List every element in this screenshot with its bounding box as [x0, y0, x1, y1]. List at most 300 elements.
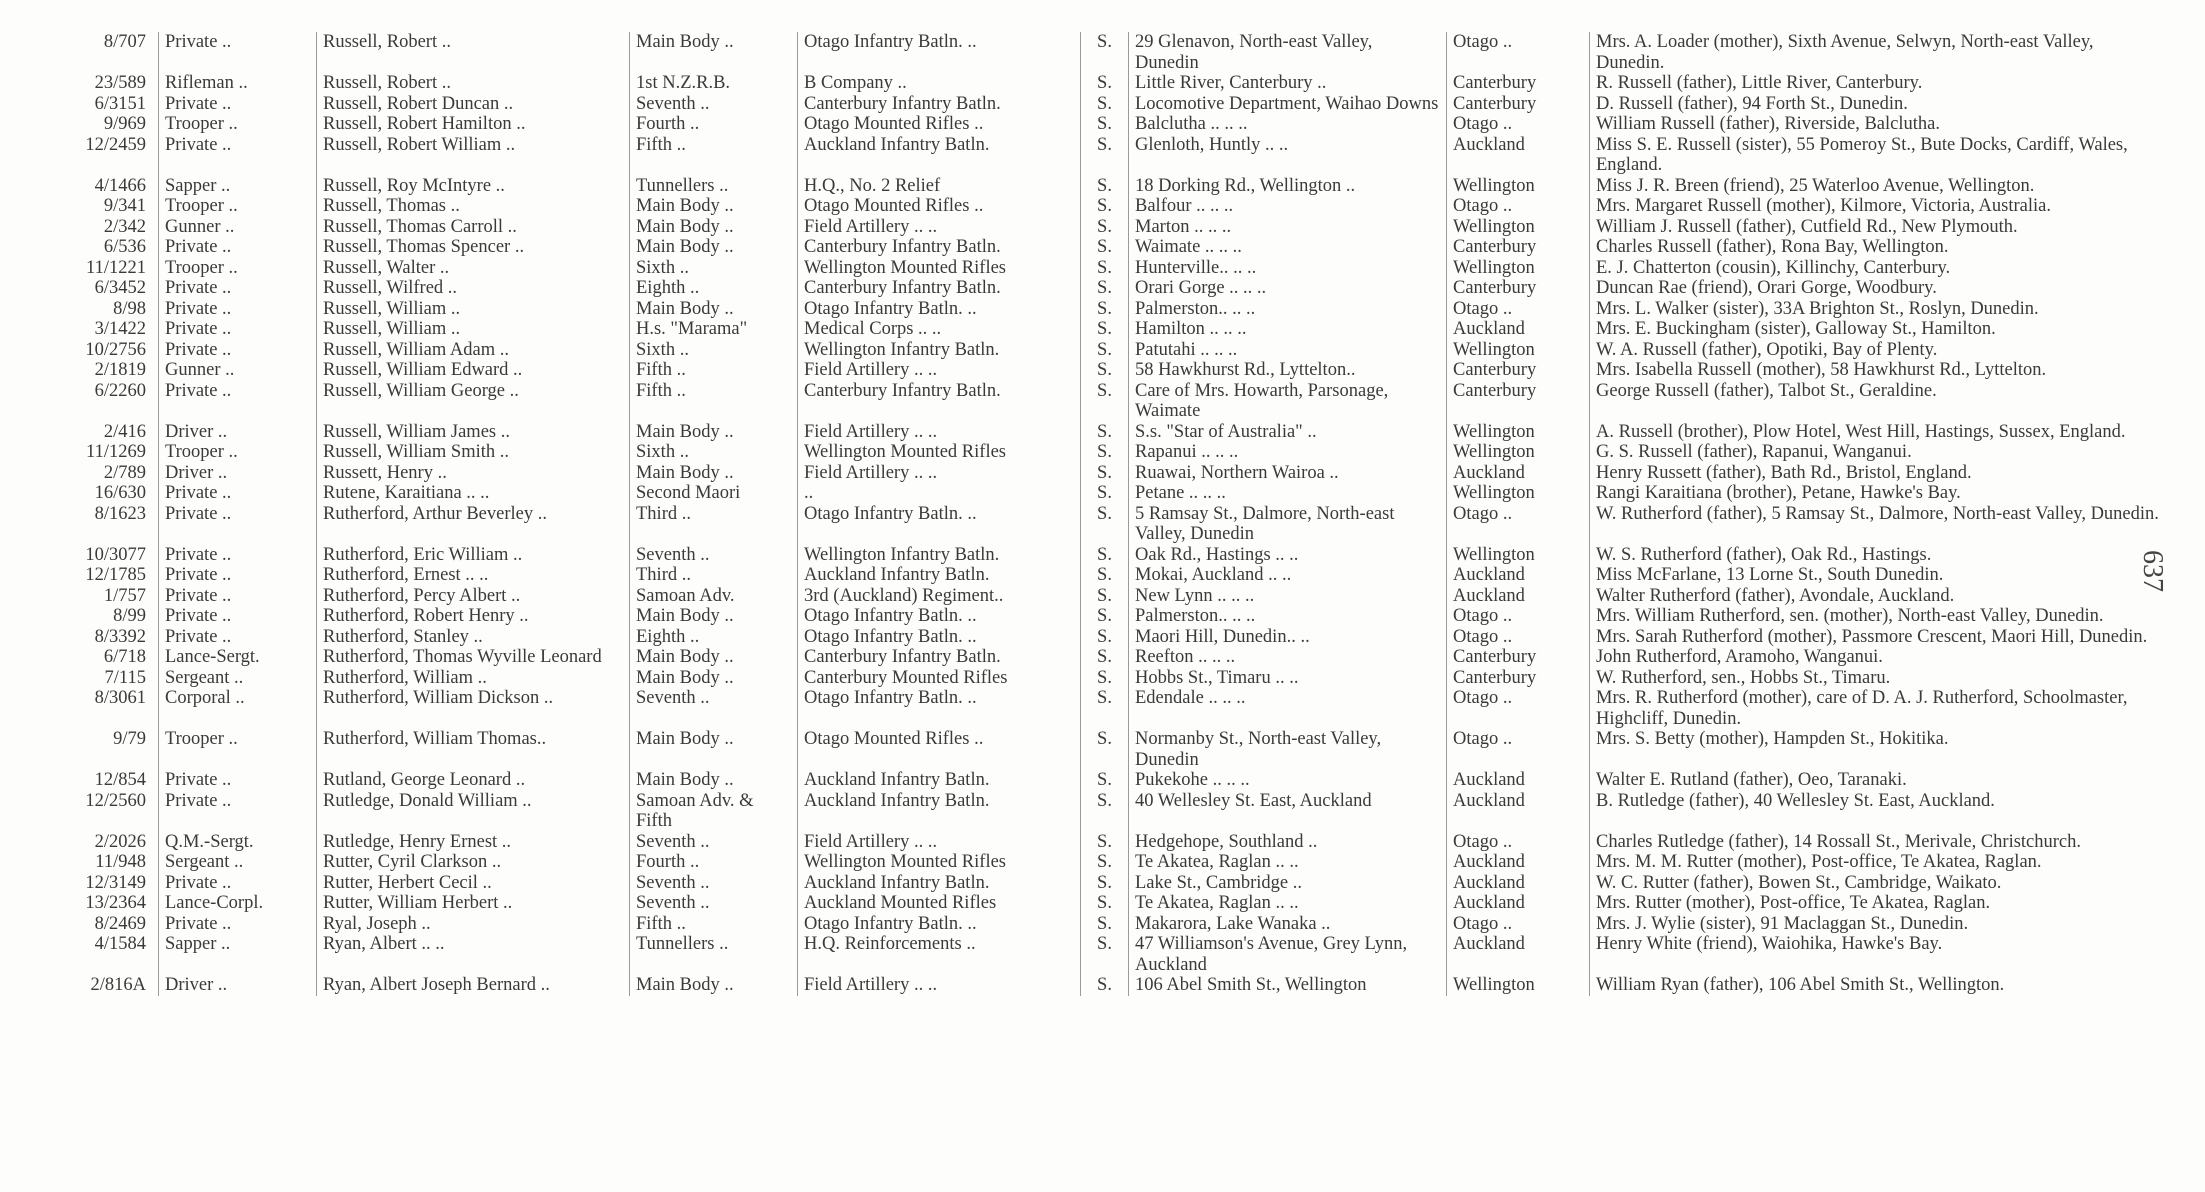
soldier-name-cell: Rutherford, Arthur Beverley ..: [317, 504, 630, 545]
rank-cell: Gunner ..: [159, 217, 317, 238]
rank-cell: Trooper ..: [159, 258, 317, 279]
soldier-name-cell: Rutherford, William ..: [317, 668, 630, 689]
district-cell: Otago ..: [1447, 504, 1590, 545]
embarkation-unit-cell: Fifth ..: [630, 135, 798, 176]
battalion-cell: Canterbury Infantry Batln.: [798, 94, 1081, 115]
table-row: [45, 934, 2172, 975]
next-of-kin-cell: E. J. Chatterton (cousin), Killinchy, Canterbury.: [1590, 258, 2173, 279]
last-address-cell: Hedgehope, Southland ..: [1129, 832, 1447, 853]
district-cell: Auckland: [1447, 934, 1590, 975]
rank-cell: Gunner ..: [159, 360, 317, 381]
soldier-name-cell: Russell, William Smith ..: [317, 442, 630, 463]
soldier-name-cell: Rutherford, Stanley ..: [317, 627, 630, 648]
table-row: [45, 586, 2172, 607]
next-of-kin-cell: B. Rutledge (father), 40 Wellesley St. East, Auckland.: [1590, 791, 2173, 832]
regimental-number-cell: 12/2459: [85, 134, 146, 155]
marital-status-cell: S.: [1081, 668, 1129, 689]
table-row: [45, 340, 2172, 361]
last-address-cell: 58 Hawkhurst Rd., Lyttelton..: [1129, 360, 1447, 381]
soldier-name-cell: Rutherford, William Thomas..: [317, 729, 630, 770]
soldier-name-cell: Russell, Walter ..: [317, 258, 630, 279]
next-of-kin-cell: Mrs. Isabella Russell (mother), 58 Hawkhurst Rd., Lyttelton.: [1590, 360, 2173, 381]
district-cell: Canterbury: [1447, 360, 1590, 381]
last-address-cell: Pukekohe .. .. ..: [1129, 770, 1447, 791]
embarkation-unit-cell: Main Body ..: [630, 299, 798, 320]
district-cell: Otago ..: [1447, 32, 1590, 73]
soldier-name-cell: Russell, William ..: [317, 299, 630, 320]
last-address-cell: Petane .. .. ..: [1129, 483, 1447, 504]
embarkation-unit-cell: Main Body ..: [630, 975, 798, 996]
regimental-number-cell: 6/3151: [94, 93, 146, 114]
marital-status-cell: S.: [1081, 934, 1129, 975]
last-address-cell: Palmerston.. .. ..: [1129, 299, 1447, 320]
next-of-kin-cell: W. C. Rutter (father), Bowen St., Cambridge, Waikato.: [1590, 873, 2173, 894]
rank-cell: Q.M.-Sergt.: [159, 832, 317, 853]
last-address-cell: New Lynn .. .. ..: [1129, 586, 1447, 607]
table-row: [45, 545, 2172, 566]
embarkation-unit-cell: Fourth ..: [630, 852, 798, 873]
soldier-name-cell: Russell, Thomas Spencer ..: [317, 237, 630, 258]
battalion-cell: Canterbury Infantry Batln.: [798, 237, 1081, 258]
table-row: [45, 94, 2172, 115]
next-of-kin-cell: Mrs. M. M. Rutter (mother), Post-office, Te Akatea, Raglan.: [1590, 852, 2173, 873]
embarkation-unit-cell: 1st N.Z.R.B.: [630, 73, 798, 94]
soldier-name-cell: Rutledge, Henry Ernest ..: [317, 832, 630, 853]
marital-status-cell: S.: [1081, 463, 1129, 484]
battalion-cell: Otago Infantry Batln. ..: [798, 299, 1081, 320]
roll-body: [45, 32, 2172, 996]
regimental-number-cell: 9/341: [103, 196, 146, 216]
district-cell: Otago ..: [1447, 114, 1590, 135]
embarkation-unit-cell: Seventh ..: [630, 94, 798, 115]
regimental-number-cell: 7/115: [104, 667, 146, 688]
marital-status-cell: S.: [1081, 196, 1129, 217]
table-row: [45, 114, 2172, 135]
last-address-cell: Te Akatea, Raglan .. ..: [1129, 852, 1447, 873]
regimental-number-cell: 10/2756: [85, 339, 146, 360]
regimental-number-cell: 12/3149: [85, 872, 146, 893]
regimental-number-cell: 9/969: [103, 114, 146, 134]
rank-cell: Private ..: [159, 770, 317, 791]
regimental-number-cell: 4/1466: [94, 175, 146, 196]
marital-status-cell: S.: [1081, 237, 1129, 258]
district-cell: Canterbury: [1447, 381, 1590, 422]
next-of-kin-cell: Henry White (friend), Waiohika, Hawke's Bay.: [1590, 934, 2173, 975]
table-row: [45, 463, 2172, 484]
regimental-number-cell: 23/589: [94, 73, 146, 93]
district-cell: Otago ..: [1447, 832, 1590, 853]
last-address-cell: Hobbs St., Timaru .. ..: [1129, 668, 1447, 689]
soldier-name-cell: Rutter, Herbert Cecil ..: [317, 873, 630, 894]
marital-status-cell: S.: [1081, 278, 1129, 299]
soldier-name-cell: Rutledge, Donald William ..: [317, 791, 630, 832]
last-address-cell: 29 Glenavon, North-east Valley, Dunedin: [1129, 32, 1447, 73]
battalion-cell: Field Artillery .. ..: [798, 975, 1081, 996]
next-of-kin-cell: Mrs. E. Buckingham (sister), Galloway St., Hamilton.: [1590, 319, 2173, 340]
table-row: [45, 975, 2172, 996]
nominal-roll-table: [45, 32, 2172, 996]
table-row: [45, 360, 2172, 381]
rank-cell: Private ..: [159, 504, 317, 545]
table-row: [45, 873, 2172, 894]
battalion-cell: Field Artillery .. ..: [798, 463, 1081, 484]
table-row: [45, 832, 2172, 853]
last-address-cell: 18 Dorking Rd., Wellington ..: [1129, 176, 1447, 197]
embarkation-unit-cell: Sixth ..: [630, 340, 798, 361]
table-row: [45, 565, 2172, 586]
marital-status-cell: S.: [1081, 176, 1129, 197]
marital-status-cell: S.: [1081, 504, 1129, 545]
regimental-number-cell: 11/1221: [86, 257, 146, 278]
next-of-kin-cell: Walter E. Rutland (father), Oeo, Taranaki.: [1590, 770, 2173, 791]
embarkation-unit-cell: Seventh ..: [630, 873, 798, 894]
rank-cell: Lance-Corpl.: [159, 893, 317, 914]
marital-status-cell: S.: [1081, 565, 1129, 586]
district-cell: Auckland: [1447, 770, 1590, 791]
table-row: [45, 770, 2172, 791]
district-cell: Auckland: [1447, 852, 1590, 873]
next-of-kin-cell: Charles Rutledge (father), 14 Rossall St., Merivale, Christchurch.: [1590, 832, 2173, 853]
soldier-name-cell: Russell, William George ..: [317, 381, 630, 422]
district-cell: Canterbury: [1447, 278, 1590, 299]
embarkation-unit-cell: Seventh ..: [630, 832, 798, 853]
district-cell: Wellington: [1447, 483, 1590, 504]
last-address-cell: Rapanui .. .. ..: [1129, 442, 1447, 463]
regimental-number-cell: 2/342: [103, 216, 146, 237]
district-cell: Wellington: [1447, 340, 1590, 361]
rank-cell: Sapper ..: [159, 934, 317, 975]
table-row: [45, 258, 2172, 279]
regimental-number-cell: 8/1623: [94, 503, 146, 524]
page-number: 637: [2137, 550, 2168, 592]
battalion-cell: Wellington Infantry Batln.: [798, 545, 1081, 566]
last-address-cell: Ruawai, Northern Wairoa ..: [1129, 463, 1447, 484]
table-row: [45, 688, 2172, 729]
marital-status-cell: S.: [1081, 381, 1129, 422]
soldier-name-cell: Ryan, Albert .. ..: [317, 934, 630, 975]
district-cell: Otago ..: [1447, 627, 1590, 648]
district-cell: Wellington: [1447, 442, 1590, 463]
marital-status-cell: S.: [1081, 586, 1129, 607]
table-row: [45, 278, 2172, 299]
last-address-cell: Orari Gorge .. .. ..: [1129, 278, 1447, 299]
last-address-cell: Hamilton .. .. ..: [1129, 319, 1447, 340]
district-cell: Auckland: [1447, 791, 1590, 832]
battalion-cell: Auckland Infantry Batln.: [798, 565, 1081, 586]
soldier-name-cell: Rutter, Cyril Clarkson ..: [317, 852, 630, 873]
table-row: [45, 647, 2172, 668]
district-cell: Otago ..: [1447, 914, 1590, 935]
regimental-number-cell: 4/1584: [94, 934, 146, 954]
next-of-kin-cell: Mrs. L. Walker (sister), 33A Brighton St., Roslyn, Dunedin.: [1590, 299, 2173, 320]
district-cell: Otago ..: [1447, 688, 1590, 729]
soldier-name-cell: Russell, William Adam ..: [317, 340, 630, 361]
next-of-kin-cell: Miss J. R. Breen (friend), 25 Waterloo Avenue, Wellington.: [1590, 176, 2173, 197]
battalion-cell: Canterbury Infantry Batln.: [798, 647, 1081, 668]
district-cell: Canterbury: [1447, 237, 1590, 258]
rank-cell: Private ..: [159, 278, 317, 299]
embarkation-unit-cell: Main Body ..: [630, 606, 798, 627]
embarkation-unit-cell: Sixth ..: [630, 258, 798, 279]
next-of-kin-cell: G. S. Russell (father), Rapanui, Wanganui.: [1590, 442, 2173, 463]
district-cell: Wellington: [1447, 545, 1590, 566]
embarkation-unit-cell: Third ..: [630, 504, 798, 545]
battalion-cell: Wellington Mounted Rifles: [798, 442, 1081, 463]
soldier-name-cell: Rutene, Karaitiana .. ..: [317, 483, 630, 504]
embarkation-unit-cell: Tunnellers ..: [630, 934, 798, 975]
table-row: [45, 32, 2172, 73]
embarkation-unit-cell: Eighth ..: [630, 278, 798, 299]
soldier-name-cell: Russell, William James ..: [317, 422, 630, 443]
soldier-name-cell: Russell, Thomas Carroll ..: [317, 217, 630, 238]
embarkation-unit-cell: Samoan Adv.: [630, 586, 798, 607]
marital-status-cell: S.: [1081, 94, 1129, 115]
last-address-cell: Care of Mrs. Howarth, Parsonage, Waimate: [1129, 381, 1447, 422]
rank-cell: Corporal ..: [159, 688, 317, 729]
last-address-cell: 47 Williamson's Avenue, Grey Lynn, Auckland: [1129, 934, 1447, 975]
soldier-name-cell: Ryal, Joseph ..: [317, 914, 630, 935]
regimental-number-cell: 8/3392: [94, 626, 146, 647]
soldier-name-cell: Russell, Robert William ..: [317, 135, 630, 176]
embarkation-unit-cell: Fifth ..: [630, 914, 798, 935]
last-address-cell: Marton .. .. ..: [1129, 217, 1447, 238]
table-row: [45, 176, 2172, 197]
marital-status-cell: S.: [1081, 852, 1129, 873]
next-of-kin-cell: William Ryan (father), 106 Abel Smith St., Wellington.: [1590, 975, 2173, 996]
district-cell: Auckland: [1447, 135, 1590, 176]
regimental-number-cell: 8/99: [113, 606, 146, 626]
next-of-kin-cell: Miss S. E. Russell (sister), 55 Pomeroy St., Bute Docks, Cardiff, Wales, England.: [1590, 135, 2173, 176]
embarkation-unit-cell: Main Body ..: [630, 32, 798, 73]
next-of-kin-cell: R. Russell (father), Little River, Canterbury.: [1590, 73, 2173, 94]
last-address-cell: Mokai, Auckland .. ..: [1129, 565, 1447, 586]
battalion-cell: H.Q. Reinforcements ..: [798, 934, 1081, 975]
soldier-name-cell: Rutherford, Robert Henry ..: [317, 606, 630, 627]
marital-status-cell: S.: [1081, 688, 1129, 729]
marital-status-cell: S.: [1081, 319, 1129, 340]
rank-cell: Sapper ..: [159, 176, 317, 197]
embarkation-unit-cell: Eighth ..: [630, 627, 798, 648]
rank-cell: Driver ..: [159, 463, 317, 484]
battalion-cell: ..: [798, 483, 1081, 504]
next-of-kin-cell: Mrs. Sarah Rutherford (mother), Passmore Crescent, Maori Hill, Dunedin.: [1590, 627, 2173, 648]
battalion-cell: Canterbury Infantry Batln.: [798, 278, 1081, 299]
district-cell: Otago ..: [1447, 299, 1590, 320]
next-of-kin-cell: George Russell (father), Talbot St., Geraldine.: [1590, 381, 2173, 422]
last-address-cell: 106 Abel Smith St., Wellington: [1129, 975, 1447, 996]
regimental-number-cell: 2/2026: [94, 831, 146, 852]
table-row: [45, 73, 2172, 94]
regimental-number-cell: 9/79: [113, 729, 146, 749]
last-address-cell: Little River, Canterbury ..: [1129, 73, 1447, 94]
regimental-number-cell: 12/1785: [85, 565, 146, 585]
soldier-name-cell: Ryan, Albert Joseph Bernard ..: [317, 975, 630, 996]
soldier-name-cell: Rutland, George Leonard ..: [317, 770, 630, 791]
embarkation-unit-cell: Main Body ..: [630, 196, 798, 217]
battalion-cell: Otago Mounted Rifles ..: [798, 729, 1081, 770]
last-address-cell: Maori Hill, Dunedin.. ..: [1129, 627, 1447, 648]
next-of-kin-cell: Duncan Rae (friend), Orari Gorge, Woodbury.: [1590, 278, 2173, 299]
table-row: [45, 381, 2172, 422]
district-cell: Auckland: [1447, 319, 1590, 340]
last-address-cell: S.s. "Star of Australia" ..: [1129, 422, 1447, 443]
regimental-number-cell: 12/854: [94, 770, 146, 790]
table-row: [45, 627, 2172, 648]
district-cell: Auckland: [1447, 586, 1590, 607]
battalion-cell: Auckland Infantry Batln.: [798, 770, 1081, 791]
rank-cell: Lance-Sergt.: [159, 647, 317, 668]
table-row: [45, 196, 2172, 217]
rank-cell: Private ..: [159, 873, 317, 894]
soldier-name-cell: Rutter, William Herbert ..: [317, 893, 630, 914]
district-cell: Canterbury: [1447, 668, 1590, 689]
battalion-cell: Otago Infantry Batln. ..: [798, 914, 1081, 935]
battalion-cell: Wellington Mounted Rifles: [798, 852, 1081, 873]
soldier-name-cell: Russell, William Edward ..: [317, 360, 630, 381]
last-address-cell: Glenloth, Huntly .. ..: [1129, 135, 1447, 176]
embarkation-unit-cell: Fifth ..: [630, 381, 798, 422]
marital-status-cell: S.: [1081, 873, 1129, 894]
next-of-kin-cell: Mrs. Margaret Russell (mother), Kilmore, Victoria, Australia.: [1590, 196, 2173, 217]
regimental-number-cell: 11/1269: [86, 442, 146, 462]
next-of-kin-cell: W. Rutherford, sen., Hobbs St., Timaru.: [1590, 668, 2173, 689]
marital-status-cell: S.: [1081, 32, 1129, 73]
rank-cell: Private ..: [159, 586, 317, 607]
battalion-cell: B Company ..: [798, 73, 1081, 94]
marital-status-cell: S.: [1081, 893, 1129, 914]
soldier-name-cell: Rutherford, Eric William ..: [317, 545, 630, 566]
last-address-cell: Palmerston.. .. ..: [1129, 606, 1447, 627]
next-of-kin-cell: Mrs. Rutter (mother), Post-office, Te Akatea, Raglan.: [1590, 893, 2173, 914]
rank-cell: Private ..: [159, 237, 317, 258]
next-of-kin-cell: Henry Russett (father), Bath Rd., Bristol, England.: [1590, 463, 2173, 484]
soldier-name-cell: Rutherford, Ernest .. ..: [317, 565, 630, 586]
marital-status-cell: S.: [1081, 217, 1129, 238]
table-row: [45, 299, 2172, 320]
soldier-name-cell: Russell, Robert ..: [317, 73, 630, 94]
rank-cell: Private ..: [159, 606, 317, 627]
embarkation-unit-cell: Fourth ..: [630, 114, 798, 135]
regimental-number-cell: 8/98: [113, 298, 146, 319]
battalion-cell: Auckland Mounted Rifles: [798, 893, 1081, 914]
battalion-cell: Otago Infantry Batln. ..: [798, 32, 1081, 73]
next-of-kin-cell: William J. Russell (father), Cutfield Rd., New Plymouth.: [1590, 217, 2173, 238]
table-row: [45, 237, 2172, 258]
table-row: [45, 668, 2172, 689]
rank-cell: Driver ..: [159, 975, 317, 996]
next-of-kin-cell: Miss McFarlane, 13 Lorne St., South Dunedin.: [1590, 565, 2173, 586]
marital-status-cell: S.: [1081, 791, 1129, 832]
soldier-name-cell: Rutherford, Percy Albert ..: [317, 586, 630, 607]
rank-cell: Private ..: [159, 791, 317, 832]
marital-status-cell: S.: [1081, 545, 1129, 566]
regimental-number-cell: 10/3077: [85, 544, 146, 565]
last-address-cell: Balclutha .. .. ..: [1129, 114, 1447, 135]
next-of-kin-cell: John Rutherford, Aramoho, Wanganui.: [1590, 647, 2173, 668]
embarkation-unit-cell: Sixth ..: [630, 442, 798, 463]
battalion-cell: Otago Mounted Rifles ..: [798, 196, 1081, 217]
regimental-number-cell: 8/3061: [94, 688, 146, 708]
district-cell: Canterbury: [1447, 647, 1590, 668]
soldier-name-cell: Russell, William ..: [317, 319, 630, 340]
table-row: [45, 442, 2172, 463]
battalion-cell: Field Artillery .. ..: [798, 217, 1081, 238]
last-address-cell: Makarora, Lake Wanaka ..: [1129, 914, 1447, 935]
last-address-cell: Lake St., Cambridge ..: [1129, 873, 1447, 894]
table-row: [45, 135, 2172, 176]
marital-status-cell: S.: [1081, 483, 1129, 504]
district-cell: Auckland: [1447, 873, 1590, 894]
battalion-cell: Otago Mounted Rifles ..: [798, 114, 1081, 135]
next-of-kin-cell: William Russell (father), Riverside, Balclutha.: [1590, 114, 2173, 135]
marital-status-cell: S.: [1081, 299, 1129, 320]
last-address-cell: Reefton .. .. ..: [1129, 647, 1447, 668]
marital-status-cell: S.: [1081, 975, 1129, 996]
battalion-cell: Field Artillery .. ..: [798, 422, 1081, 443]
next-of-kin-cell: Mrs. A. Loader (mother), Sixth Avenue, Selwyn, North-east Valley, Dunedin.: [1590, 32, 2173, 73]
battalion-cell: Auckland Infantry Batln.: [798, 873, 1081, 894]
marital-status-cell: S.: [1081, 832, 1129, 853]
embarkation-unit-cell: Main Body ..: [630, 217, 798, 238]
table-row: [45, 319, 2172, 340]
table-row: [45, 606, 2172, 627]
soldier-name-cell: Russell, Thomas ..: [317, 196, 630, 217]
next-of-kin-cell: D. Russell (father), 94 Forth St., Dunedin.: [1590, 94, 2173, 115]
embarkation-unit-cell: Main Body ..: [630, 463, 798, 484]
next-of-kin-cell: Mrs. S. Betty (mother), Hampden St., Hokitika.: [1590, 729, 2173, 770]
last-address-cell: Normanby St., North-east Valley, Dunedin: [1129, 729, 1447, 770]
marital-status-cell: S.: [1081, 340, 1129, 361]
marital-status-cell: S.: [1081, 135, 1129, 176]
regimental-number-cell: 1/757: [103, 585, 146, 606]
marital-status-cell: S.: [1081, 360, 1129, 381]
next-of-kin-cell: W. S. Rutherford (father), Oak Rd., Hastings.: [1590, 545, 2173, 566]
regimental-number-cell: 12/2560: [85, 790, 146, 811]
battalion-cell: Field Artillery .. ..: [798, 360, 1081, 381]
district-cell: Canterbury: [1447, 73, 1590, 94]
last-address-cell: 40 Wellesley St. East, Auckland: [1129, 791, 1447, 832]
rank-cell: Sergeant ..: [159, 852, 317, 873]
next-of-kin-cell: Mrs. J. Wylie (sister), 91 Maclaggan St., Dunedin.: [1590, 914, 2173, 935]
last-address-cell: Locomotive Department, Waihao Downs: [1129, 94, 1447, 115]
rank-cell: Private ..: [159, 32, 317, 73]
regimental-number-cell: 8/707: [103, 32, 146, 52]
next-of-kin-cell: A. Russell (brother), Plow Hotel, West Hill, Hastings, Sussex, England.: [1590, 422, 2173, 443]
table-row: [45, 791, 2172, 832]
district-cell: Wellington: [1447, 258, 1590, 279]
district-cell: Otago ..: [1447, 196, 1590, 217]
table-row: [45, 914, 2172, 935]
district-cell: Wellington: [1447, 217, 1590, 238]
battalion-cell: Canterbury Mounted Rifles: [798, 668, 1081, 689]
regimental-number-cell: 3/1422: [94, 319, 146, 339]
battalion-cell: Medical Corps .. ..: [798, 319, 1081, 340]
battalion-cell: Otago Infantry Batln. ..: [798, 606, 1081, 627]
last-address-cell: Oak Rd., Hastings .. ..: [1129, 545, 1447, 566]
next-of-kin-cell: Charles Russell (father), Rona Bay, Wellington.: [1590, 237, 2173, 258]
district-cell: Canterbury: [1447, 94, 1590, 115]
marital-status-cell: S.: [1081, 258, 1129, 279]
regimental-number-cell: 2/816A: [90, 975, 146, 995]
regimental-number-cell: 2/1819: [94, 360, 146, 380]
regimental-number-cell: 8/2469: [94, 913, 146, 934]
rank-cell: Private ..: [159, 135, 317, 176]
rank-cell: Sergeant ..: [159, 668, 317, 689]
battalion-cell: Field Artillery .. ..: [798, 832, 1081, 853]
last-address-cell: 5 Ramsay St., Dalmore, North-east Valley, Dunedin: [1129, 504, 1447, 545]
rank-cell: Private ..: [159, 340, 317, 361]
battalion-cell: H.Q., No. 2 Relief: [798, 176, 1081, 197]
